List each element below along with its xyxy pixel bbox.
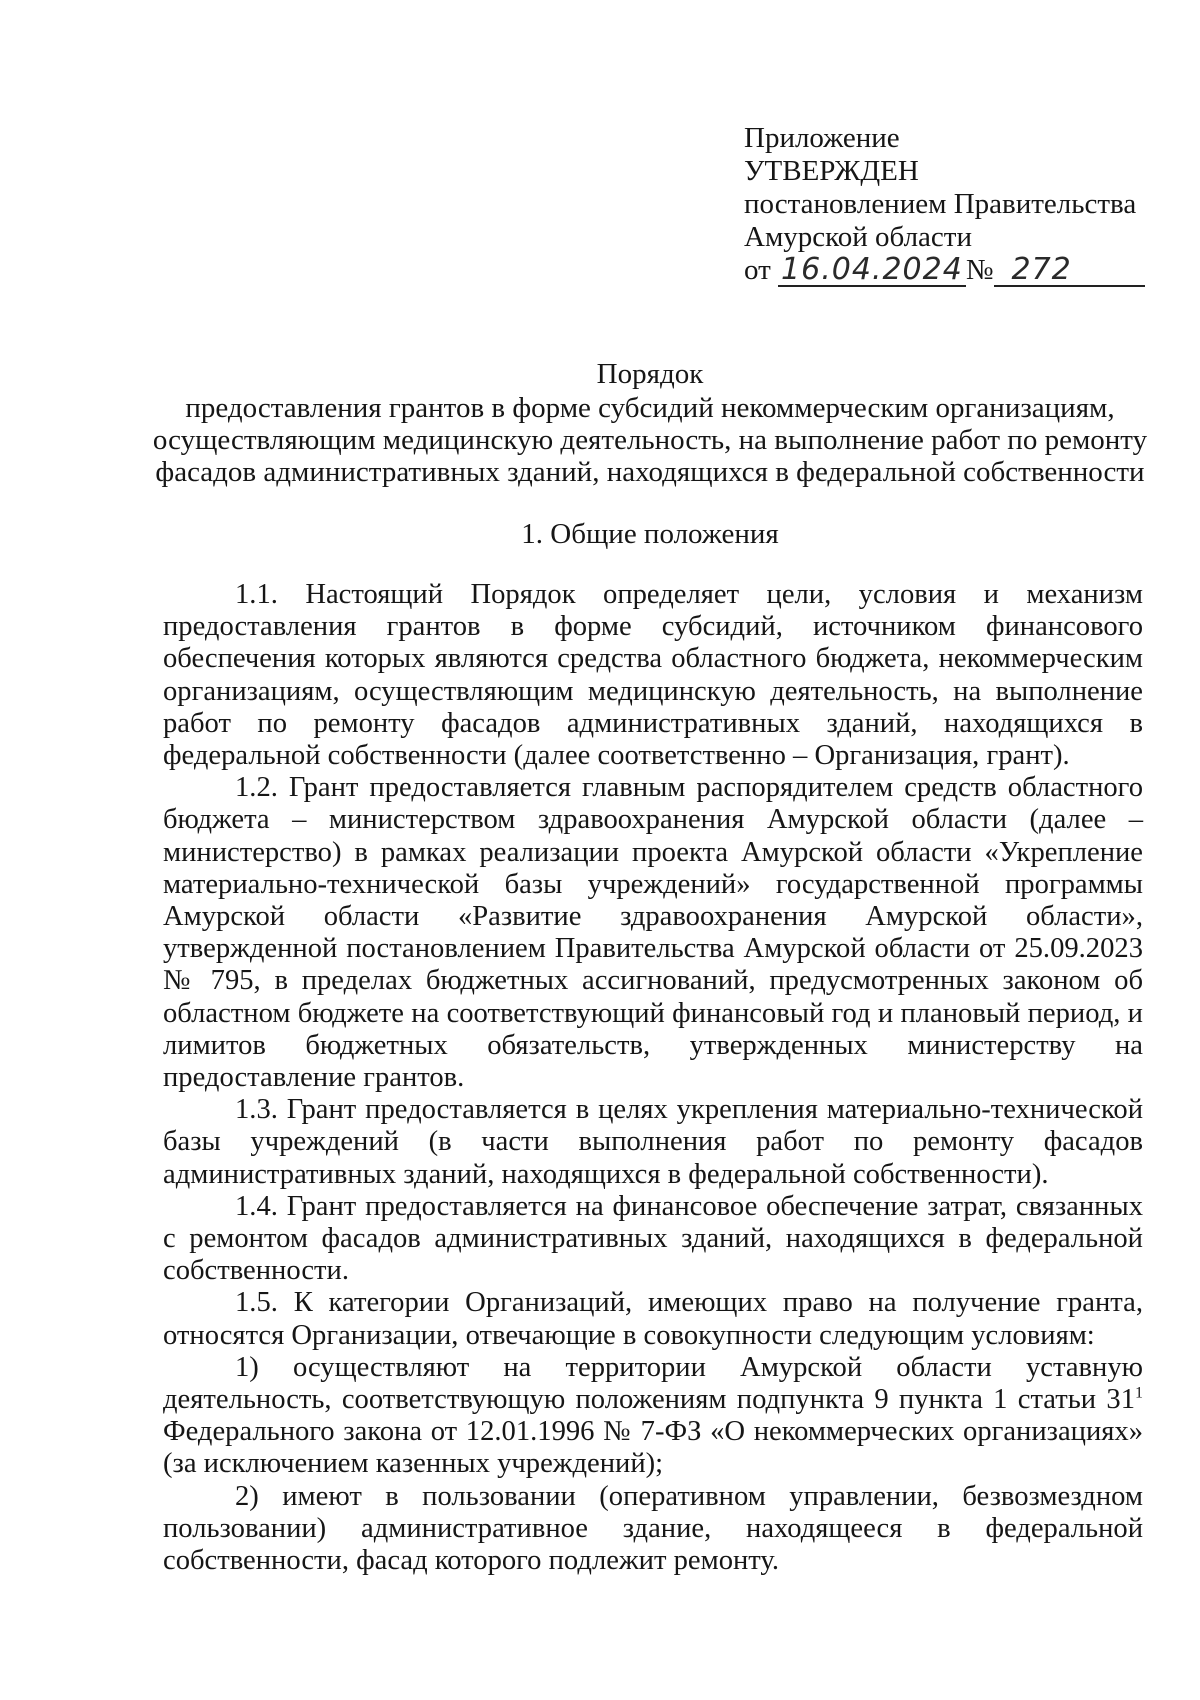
approval-stamp-block [744, 122, 1145, 287]
handwritten-date: 16.04.2024 [778, 255, 966, 287]
number-label: № [965, 254, 994, 286]
paragraph-1-3: 1.3. Грант предоставляется в целях укрепления материально-технической базы учреждений (в части выполнения работ по ремонту фасадов административных зданий, находящихся в федеральной собственности). [163, 1094, 1143, 1190]
handwritten-number: 272 [994, 255, 1145, 287]
paragraph-1-2: 1.2. Грант предоставляется главным распорядителем средств областного бюджета – министерством здравоохранения Амурской области (далее – министерство) в рамках реализации проекта Амурской области «Укрепление материально-технической базы учреждений» государственной программы Амурской области «Развитие здравоохранения Амурской области», утвержденной постановлением Правительства Амурской области от 25.09.2023 № 795, в пределах бюджетных ассигнований, предусмотренных законом об областном бюджете на соответствующий финансовый год и плановый период, и лимитов бюджетных обязательств, утвержденных министерству на предоставление грантов. [163, 772, 1143, 1094]
paragraph-1-1: 1.1. Настоящий Порядок определяет цели, условия и механизм предоставления грантов в форме субсидий, источником финансового обеспечения которых являются средства областного бюджета, некоммерческим организациям, осуществляющим медицинскую деятельность, на выполнение работ по ремонту фасадов административных зданий, находящихся в федеральной собственности (далее соответственно – Организация, грант). [163, 579, 1143, 772]
superscript-mark: 1 [1135, 1384, 1143, 1402]
region-label: Амурской области [744, 221, 972, 253]
document-body [163, 579, 1143, 1577]
condition-item-2: 2) имеют в пользовании (оперативном управлении, безвозмездном пользовании) административное здание, находящееся в федеральной собственности, фасад которого подлежит ремонту. [163, 1480, 1143, 1577]
document-title: Порядок [596, 358, 704, 390]
condition-item-1 [163, 1352, 1143, 1481]
appendix-label: Приложение [744, 122, 900, 154]
paragraph-1-4: 1.4. Грант предоставляется на финансовое обеспечение затрат, связанных с ремонтом фасадов административных зданий, находящихся в федеральной собственности. [163, 1190, 1143, 1287]
document-subtitle: предоставления грантов в форме субсидий некоммерческим организациям, осуществляющим медицинскую деятельность, на выполнение работ по ремонту фасадов административных зданий, находящихся в федеральной собственности [152, 392, 1148, 488]
condition-item-1-text: 1) осуществляют на территории Амурской области уставную деятельность, соответствующую положениям подпункта 9 пункта 1 статьи 31 [163, 1351, 1143, 1416]
from-label: от [744, 254, 771, 286]
section-heading: 1. Общие положения [521, 518, 779, 550]
condition-item-1-text-end: Федерального закона от 12.01.1996 № 7-ФЗ «О некоммерческих организациях» (за исключением казенных учреждений); [163, 1416, 1143, 1480]
approved-label: УТВЕРЖДЕН [744, 155, 919, 187]
resolution-label: постановлением Правительства [744, 188, 1137, 220]
date-number-row [744, 254, 1145, 287]
paragraph-1-5: 1.5. К категории Организаций, имеющих право на получение гранта, относятся Организации, отвечающие в совокупности следующим условиям: [163, 1287, 1143, 1351]
